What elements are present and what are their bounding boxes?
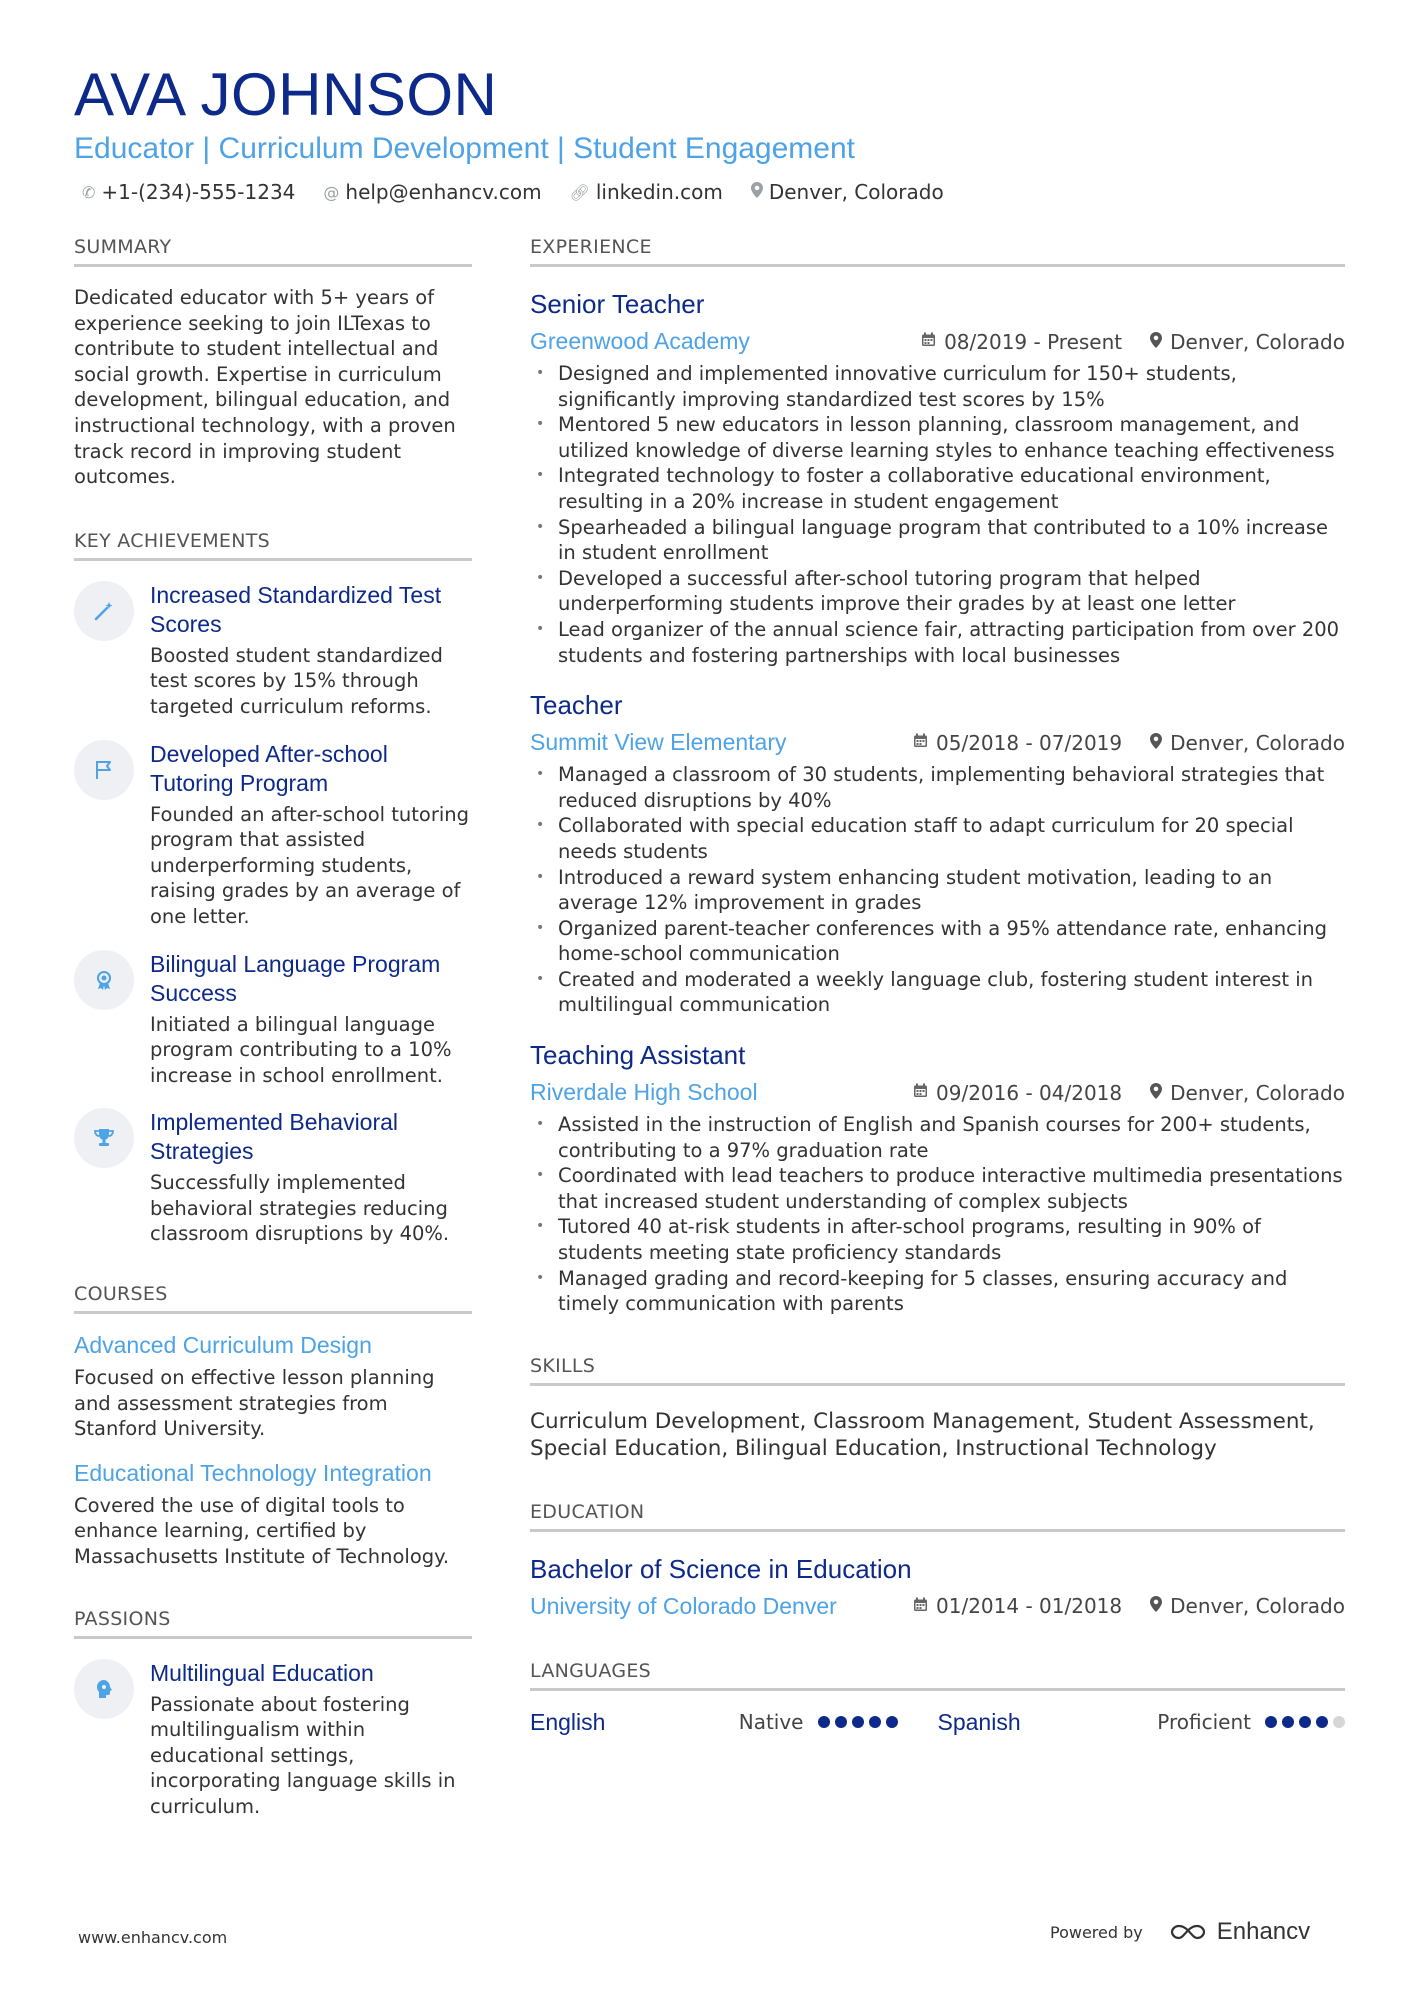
rating-dot-filled — [1265, 1716, 1277, 1728]
summary-heading: SUMMARY — [74, 236, 472, 267]
course-item — [74, 1332, 472, 1442]
bullet-item: • Managed grading and record-keeping for 5 classes, ensuring accuracy and timely communication with parents — [530, 1266, 1345, 1317]
rating-dot-filled — [1282, 1716, 1294, 1728]
rating-dot-filled — [1316, 1716, 1328, 1728]
company-name: Riverdale High School — [530, 1079, 758, 1106]
footer-website[interactable]: www.enhancv.com — [78, 1928, 228, 1947]
degree-title: Bachelor of Science in Education — [530, 1553, 912, 1584]
right-column — [530, 236, 1345, 1736]
contact-email[interactable] — [323, 180, 541, 204]
achievement-item — [74, 950, 472, 1089]
language-level: Proficient — [1157, 1710, 1251, 1735]
location-pin-icon — [1150, 332, 1162, 352]
job-entry — [530, 289, 1345, 668]
calendar-icon — [913, 1597, 928, 1616]
infinity-icon — [1169, 1922, 1207, 1942]
achievement-item — [74, 1108, 472, 1247]
bullet-item: • Organized parent-teacher conferences with a 95% attendance rate, enhancing home-school communication — [530, 916, 1345, 967]
achievement-title: Increased Standardized Test Scores — [150, 581, 442, 637]
achievements-heading: KEY ACHIEVEMENTS — [74, 530, 472, 561]
calendar-icon — [913, 733, 928, 752]
head-icon — [74, 1659, 134, 1719]
achievement-desc: Boosted student standardized test scores by 15% through targeted curriculum reforms. — [150, 643, 443, 718]
rating-dot-filled — [886, 1716, 898, 1728]
course-item — [74, 1460, 472, 1570]
job-entry — [530, 690, 1345, 1018]
job-bullets — [530, 361, 1345, 668]
school-name: University of Colorado Denver — [530, 1592, 837, 1619]
passion-item — [74, 1659, 472, 1820]
left-column — [74, 236, 472, 1820]
contact-location — [751, 180, 944, 204]
rating-dot-filled — [852, 1716, 864, 1728]
job-dates: 08/2019 - Present — [944, 329, 1123, 354]
contact-phone[interactable] — [82, 180, 295, 204]
achievement-desc: Founded an after-school tutoring program that assisted underperforming students, raising grades by an average of one letter. — [150, 802, 470, 928]
bullet-item: • Designed and implemented innovative curriculum for 150+ students, significantly improving standardized test scores by 15% — [530, 361, 1345, 412]
language-rating — [1265, 1716, 1345, 1728]
candidate-tagline: Educator | Curriculum Development | Student Engagement — [74, 132, 855, 165]
at-icon: @ — [323, 182, 340, 202]
link-icon: 🔗︎ — [569, 182, 590, 202]
job-dates: 05/2018 - 07/2019 — [936, 730, 1123, 755]
course-title: Educational Technology Integration — [74, 1459, 432, 1486]
skills-heading: SKILLS — [530, 1355, 1345, 1386]
education-heading: EDUCATION — [530, 1501, 1345, 1532]
bullet-item: • Introduced a reward system enhancing student motivation, leading to an average 12% improvement in grades — [530, 865, 1345, 916]
achievement-title: Developed After-school Tutoring Program — [150, 740, 388, 796]
location-pin-icon — [1150, 733, 1162, 753]
bullet-item: • Managed a classroom of 30 students, implementing behavioral strategies that reduced disruptions by 40% — [530, 762, 1345, 813]
language-item — [530, 1709, 938, 1736]
bullet-item: • Lead organizer of the annual science fair, attracting participation from over 200 students and fostering partnerships with local businesses — [530, 617, 1345, 668]
location-text: Denver, Colorado — [768, 180, 944, 204]
language-name: English — [530, 1708, 606, 1735]
education-dates: 01/2014 - 01/2018 — [936, 1594, 1123, 1619]
achievements-section — [74, 530, 472, 1247]
job-entry — [530, 1040, 1345, 1317]
bullet-item: • Assisted in the instruction of English and Spanish courses for 200+ students, contributing to a 97% graduation rate — [530, 1112, 1345, 1163]
enhancv-logo[interactable] — [1169, 1918, 1310, 1946]
achievement-item — [74, 740, 472, 930]
bullet-item: • Created and moderated a weekly language club, fostering student interest in multilingual communication — [530, 967, 1345, 1018]
bullet-item: • Mentored 5 new educators in lesson planning, classroom management, and utilized knowledge of diverse learning styles to enhance teaching effectiveness — [530, 412, 1345, 463]
location-pin-icon — [751, 182, 763, 202]
job-location: Denver, Colorado — [1170, 329, 1345, 354]
bullet-item: • Integrated technology to foster a collaborative educational environment, resulting in a 20% increase in student engagement — [530, 463, 1345, 514]
summary-text: Dedicated educator with 5+ years of experience seeking to join ILTexas to contribute to student intellectual and social growth. Expertise in curriculum development, bilingual education, and instructional technology, with a proven track record in improving student outcomes. — [74, 286, 456, 489]
rating-dot-filled — [1299, 1716, 1311, 1728]
calendar-icon — [913, 1083, 928, 1102]
job-location: Denver, Colorado — [1170, 1080, 1345, 1105]
phone-text: +1-(234)-555-1234 — [101, 180, 296, 204]
phone-icon: ✆ — [82, 182, 96, 202]
course-title: Advanced Curriculum Design — [74, 1332, 372, 1359]
courses-section — [74, 1283, 472, 1570]
passions-section — [74, 1608, 472, 1820]
powered-by-text: Powered by — [1050, 1922, 1143, 1942]
education-location: Denver, Colorado — [1170, 1594, 1345, 1619]
job-bullets — [530, 1112, 1345, 1317]
location-pin-icon — [1150, 1083, 1162, 1103]
location-pin-icon — [1150, 1596, 1162, 1616]
skills-text: Curriculum Development, Classroom Management, Student Assessment, Special Education, Bilingual Education, Instructional Technology — [530, 1408, 1315, 1462]
language-level: Native — [738, 1710, 804, 1735]
flag-icon — [74, 740, 134, 800]
brand-name: Enhancv — [1216, 1918, 1311, 1945]
bullet-item: • Tutored 40 at-risk students in after-school programs, resulting in 90% of students meeting state proficiency standards — [530, 1214, 1345, 1265]
trophy-icon — [74, 1108, 134, 1168]
languages-section — [530, 1660, 1345, 1736]
languages-heading: LANGUAGES — [530, 1660, 1345, 1691]
bullet-item: • Coordinated with lead teachers to produce interactive multimedia presentations that increased student understanding of complex subjects — [530, 1163, 1345, 1214]
rating-dot-empty — [1333, 1716, 1345, 1728]
passion-title: Multilingual Education — [150, 1659, 374, 1686]
achievement-title: Bilingual Language Program Success — [150, 950, 441, 1006]
candidate-name: AVA JOHNSON — [74, 61, 498, 128]
email-text: help@enhancv.com — [345, 180, 542, 204]
job-title: Teacher — [530, 690, 623, 721]
achievement-title: Implemented Behavioral Strategies — [150, 1109, 399, 1165]
courses-heading: COURSES — [74, 1283, 472, 1314]
rating-dot-filled — [869, 1716, 881, 1728]
achievement-desc: Initiated a bilingual language program contributing to a 10% increase in school enrollment. — [150, 1012, 452, 1087]
resume-header — [74, 62, 1344, 204]
experience-heading: EXPERIENCE — [530, 236, 1345, 267]
language-item — [938, 1709, 1346, 1736]
footer-branding — [1050, 1918, 1310, 1946]
language-name: Spanish — [937, 1708, 1021, 1735]
company-name: Greenwood Academy — [530, 328, 750, 354]
job-bullets — [530, 762, 1345, 1018]
passions-heading: PASSIONS — [74, 1608, 472, 1639]
achievement-desc: Successfully implemented behavioral strategies reducing classroom disruptions by 40%. — [150, 1171, 450, 1246]
company-name: Summit View Elementary — [530, 729, 787, 756]
rating-dot-filled — [818, 1716, 830, 1728]
calendar-icon — [921, 332, 936, 351]
award-icon — [74, 950, 134, 1010]
job-title: Senior Teacher — [530, 289, 705, 319]
job-dates: 09/2016 - 04/2018 — [936, 1080, 1123, 1105]
course-desc: Covered the use of digital tools to enhance learning, certified by Massachusetts Institute of Technology. — [74, 1493, 450, 1569]
bullet-item: • Collaborated with special education staff to adapt curriculum for 20 special needs students — [530, 813, 1345, 864]
linkedin-text: linkedin.com — [595, 180, 723, 204]
course-desc: Focused on effective lesson planning and assessment strategies from Stanford University. — [74, 1366, 435, 1441]
job-location: Denver, Colorado — [1170, 730, 1345, 755]
contact-bar — [74, 180, 1344, 204]
language-rating — [818, 1716, 898, 1728]
contact-linkedin[interactable] — [570, 180, 723, 204]
education-section — [530, 1501, 1345, 1620]
rating-dot-filled — [835, 1716, 847, 1728]
achievement-item — [74, 581, 472, 720]
bullet-item: • Spearheaded a bilingual language program that contributed to a 10% increase in student enrollment — [530, 515, 1345, 566]
job-title: Teaching Assistant — [530, 1040, 746, 1071]
bullet-item: • Developed a successful after-school tutoring program that helped underperforming students improve their grades by at least one letter — [530, 566, 1345, 617]
passion-desc: Passionate about fostering multilingualism within educational settings, incorporating language skills in curriculum. — [150, 1692, 456, 1818]
skills-section — [530, 1355, 1345, 1463]
magic-wand-icon — [74, 581, 134, 641]
